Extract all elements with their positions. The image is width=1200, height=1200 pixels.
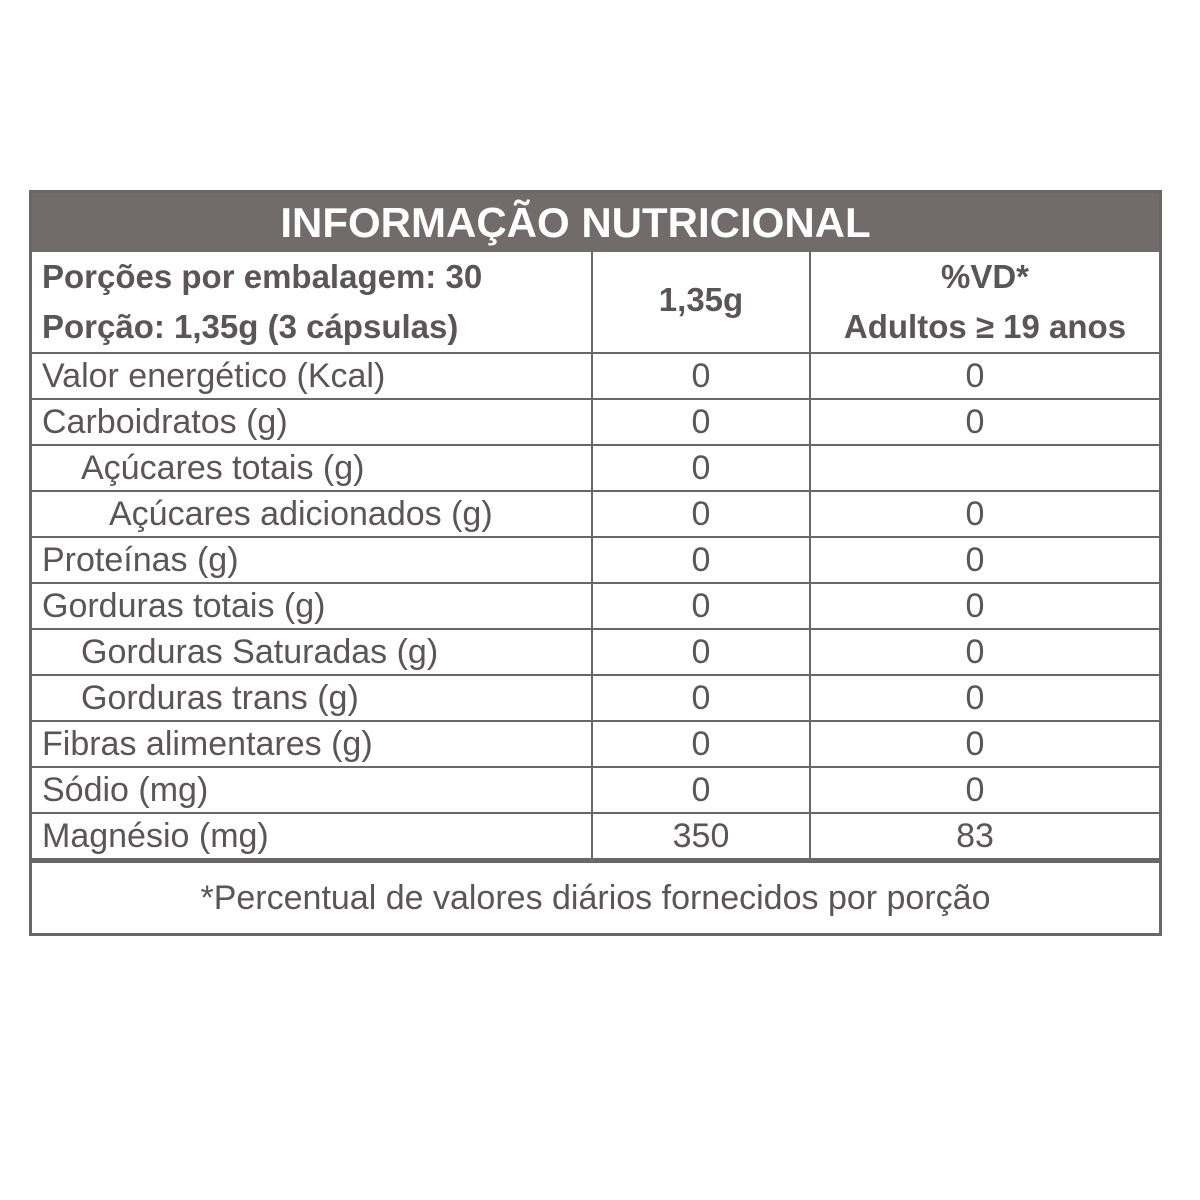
dv-column-title: %VD* [940, 258, 1030, 295]
table-row [32, 399, 1159, 445]
nutrient-amount: 0 [592, 537, 810, 583]
table-row [32, 675, 1159, 721]
table-row [32, 445, 1159, 491]
nutrient-name: Sódio (mg) [32, 767, 592, 813]
nutrient-amount: 0 [592, 629, 810, 675]
footnote: *Percentual de valores diários fornecidos por porção [32, 860, 1159, 933]
nutrient-dv: 0 [810, 353, 1159, 399]
nutrient-dv: 0 [810, 721, 1159, 767]
nutrient-name: Gorduras trans (g) [32, 675, 592, 721]
nutrition-facts-label [29, 190, 1162, 936]
table-row [32, 491, 1159, 537]
nutrient-dv: 0 [810, 675, 1159, 721]
table-header-row [32, 252, 1159, 353]
nutrient-name: Fibras alimentares (g) [32, 721, 592, 767]
table-row [32, 813, 1159, 859]
nutrient-dv: 0 [810, 583, 1159, 629]
amount-column-header: 1,35g [592, 252, 810, 353]
nutrient-dv: 83 [810, 813, 1159, 859]
nutrient-dv [810, 445, 1159, 491]
nutrient-amount: 0 [592, 445, 810, 491]
nutrient-amount: 0 [592, 721, 810, 767]
servings-per-package: Porções por embalagem: 30 [42, 258, 483, 295]
serving-size: Porção: 1,35g (3 cápsulas) [42, 308, 459, 345]
nutrient-name: Açúcares totais (g) [32, 445, 592, 491]
nutrient-amount: 0 [592, 675, 810, 721]
nutrient-name: Carboidratos (g) [32, 399, 592, 445]
nutrient-dv: 0 [810, 629, 1159, 675]
nutrient-amount: 350 [592, 813, 810, 859]
table-row [32, 721, 1159, 767]
nutrient-dv: 0 [810, 767, 1159, 813]
nutrient-name: Magnésio (mg) [32, 813, 592, 859]
nutrient-name: Proteínas (g) [32, 537, 592, 583]
nutrient-amount: 0 [592, 583, 810, 629]
table-row [32, 629, 1159, 675]
nutrition-table [32, 252, 1159, 860]
nutrient-dv: 0 [810, 537, 1159, 583]
dv-column-subtitle: Adultos ≥ 19 anos [843, 308, 1127, 345]
label-title: INFORMAÇÃO NUTRICIONAL [32, 193, 1159, 252]
table-row [32, 583, 1159, 629]
nutrient-amount: 0 [592, 491, 810, 537]
nutrient-amount: 0 [592, 353, 810, 399]
nutrient-name: Açúcares adicionados (g) [32, 491, 592, 537]
nutrient-amount: 0 [592, 399, 810, 445]
serving-info-cell [32, 252, 592, 353]
table-row [32, 353, 1159, 399]
nutrient-name: Valor energético (Kcal) [32, 353, 592, 399]
nutrient-name: Gorduras totais (g) [32, 583, 592, 629]
dv-column-header [810, 252, 1159, 353]
nutrient-dv: 0 [810, 399, 1159, 445]
nutrient-dv: 0 [810, 491, 1159, 537]
nutrient-amount: 0 [592, 767, 810, 813]
nutrient-name: Gorduras Saturadas (g) [32, 629, 592, 675]
table-row [32, 537, 1159, 583]
table-row [32, 767, 1159, 813]
